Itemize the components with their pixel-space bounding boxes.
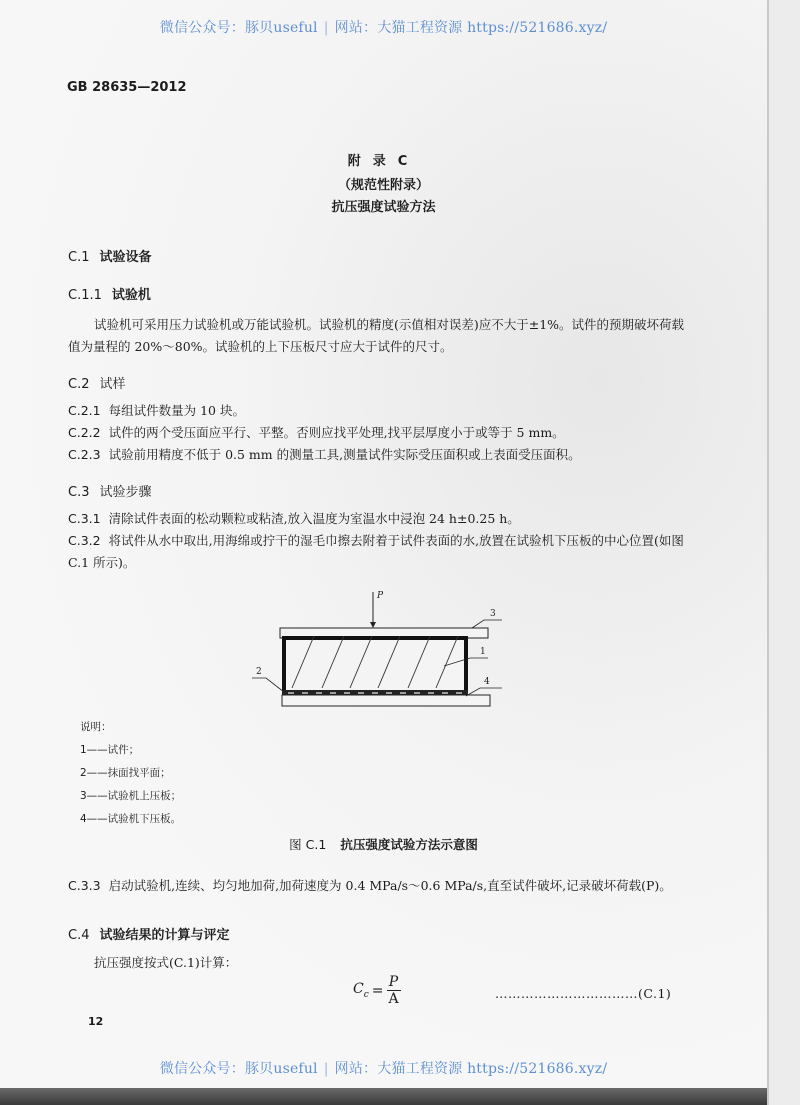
- clause-number: C.2.3: [68, 447, 101, 462]
- clause-number: C.3.1: [68, 511, 101, 526]
- section-c4-body: 抗压强度按式(C.1)计算：: [94, 955, 238, 970]
- callout-4: 4: [484, 677, 490, 687]
- clause-c3-1: [68, 508, 688, 530]
- legend-item: 4——试验机下压板。: [80, 813, 182, 825]
- section-number: C.1: [68, 250, 90, 265]
- section-c1-1-body: 试验机可采用压力试验机或万能试验机。试验机的精度(示值相对误差)应不大于±1%。试件的预期破坏荷载值为量程的 20%～80%。试验机的上下压板尺寸应大于试件的尺寸。: [68, 317, 685, 354]
- clause-c2-2: [68, 422, 688, 444]
- figure-caption: [0, 835, 767, 853]
- clause-number: C.2.1: [68, 403, 101, 418]
- compression-test-diagram: [252, 590, 502, 710]
- lower-platen: [282, 695, 490, 706]
- appendix-type: （规范性附录）: [337, 178, 429, 193]
- clause-c2-1: [68, 400, 688, 422]
- section-c3-heading: [68, 481, 152, 500]
- clause-text: 试件的两个受压面应平行、平整。否则应找平处理,找平层厚度小于或等于 5 mm。: [108, 425, 565, 440]
- clause-c3-3: [68, 875, 688, 897]
- section-c1-heading: [68, 246, 152, 265]
- figure-legend: [80, 716, 181, 831]
- clause-number: C.2.2: [68, 425, 101, 440]
- load-label: P: [377, 591, 384, 601]
- clause-text: 清除试件表面的松动颗粒或粘渣,放入温度为室温水中浸泡 24 h±0.25 h。: [108, 511, 520, 526]
- section-title: 试验设备: [99, 250, 152, 265]
- callout-2: 2: [256, 667, 262, 677]
- section-title: 试验步骤: [99, 485, 152, 500]
- section-number: C.4: [68, 928, 90, 943]
- leveling-layer: [282, 690, 468, 695]
- watermark-wechat: 微信公众号：豚贝useful: [159, 1061, 318, 1077]
- watermark-wechat: 微信公众号：豚贝useful: [159, 20, 318, 36]
- numerator: P: [388, 974, 399, 990]
- clause-text: 试验前用精度不低于 0.5 mm 的测量工具,测量试件实际受压面积或上表面受压面积。: [108, 447, 581, 462]
- section-title: 试验结果的计算与评定: [99, 928, 230, 943]
- legend-item: 2——抹面找平面；: [80, 767, 171, 779]
- figure-title: 抗压强度试验方法示意图: [340, 837, 478, 852]
- legend-item: 1——试件；: [80, 744, 140, 756]
- section-number: C.1.1: [68, 288, 102, 303]
- watermark-separator: |: [323, 20, 329, 36]
- legend-title: 说明：: [80, 721, 112, 733]
- section-number: C.2: [68, 377, 90, 392]
- clause-text: 启动试验机,连续、均匀地加荷,加荷速度为 0.4 MPa/s～0.6 MPa/s,直至试件破坏,记录破坏荷载(P)。: [108, 878, 672, 893]
- watermark-bottom: [0, 1058, 767, 1078]
- load-arrow-icon: [370, 592, 376, 628]
- section-c4-heading: [68, 924, 230, 943]
- clause-number: C.3.2: [68, 533, 101, 548]
- section-title: 试样: [99, 377, 126, 392]
- formula-c1: [353, 974, 401, 1007]
- figure-number: 图 C.1: [289, 837, 327, 852]
- specimen: [284, 638, 466, 692]
- section-title: 试验机: [111, 288, 151, 303]
- fraction: [387, 974, 401, 1007]
- watermark-top: [0, 17, 767, 37]
- clause-c3-2: [68, 530, 688, 574]
- appendix-label: 附录C: [347, 154, 420, 169]
- equation-reference: ……………………………(C.1): [495, 986, 672, 1001]
- formula-lhs: $C_c$: [353, 981, 369, 1000]
- equals-sign: =: [371, 982, 384, 999]
- section-c1-1-heading: [68, 284, 151, 303]
- appendix-title: 抗压强度试验方法: [331, 200, 436, 215]
- clause-c2-3: [68, 444, 688, 466]
- legend-item: 3——试验机上压板；: [80, 790, 182, 802]
- denominator: A: [388, 991, 399, 1007]
- clause-text: 将试件从水中取出,用海绵或拧干的湿毛巾擦去附着于试件表面的水,放置在试验机下压板的中心位置(如图 C.1 所示)。: [68, 533, 684, 570]
- scanner-edge: [0, 1088, 767, 1105]
- watermark-site: 网站：大猫工程资源 https://521686.xyz/: [334, 1061, 608, 1077]
- callout-3: 3: [490, 609, 496, 619]
- callout-1: 1: [480, 647, 486, 657]
- page-number: 12: [88, 1015, 104, 1028]
- page-edge: [767, 0, 800, 1105]
- watermark-separator: |: [323, 1061, 329, 1077]
- watermark-site: 网站：大猫工程资源 https://521686.xyz/: [334, 20, 608, 36]
- section-c2-heading: [68, 373, 126, 392]
- standard-code: GB 28635—2012: [67, 80, 187, 95]
- clause-number: C.3.3: [68, 878, 101, 893]
- section-number: C.3: [68, 485, 90, 500]
- clause-text: 每组试件数量为 10 块。: [108, 403, 245, 418]
